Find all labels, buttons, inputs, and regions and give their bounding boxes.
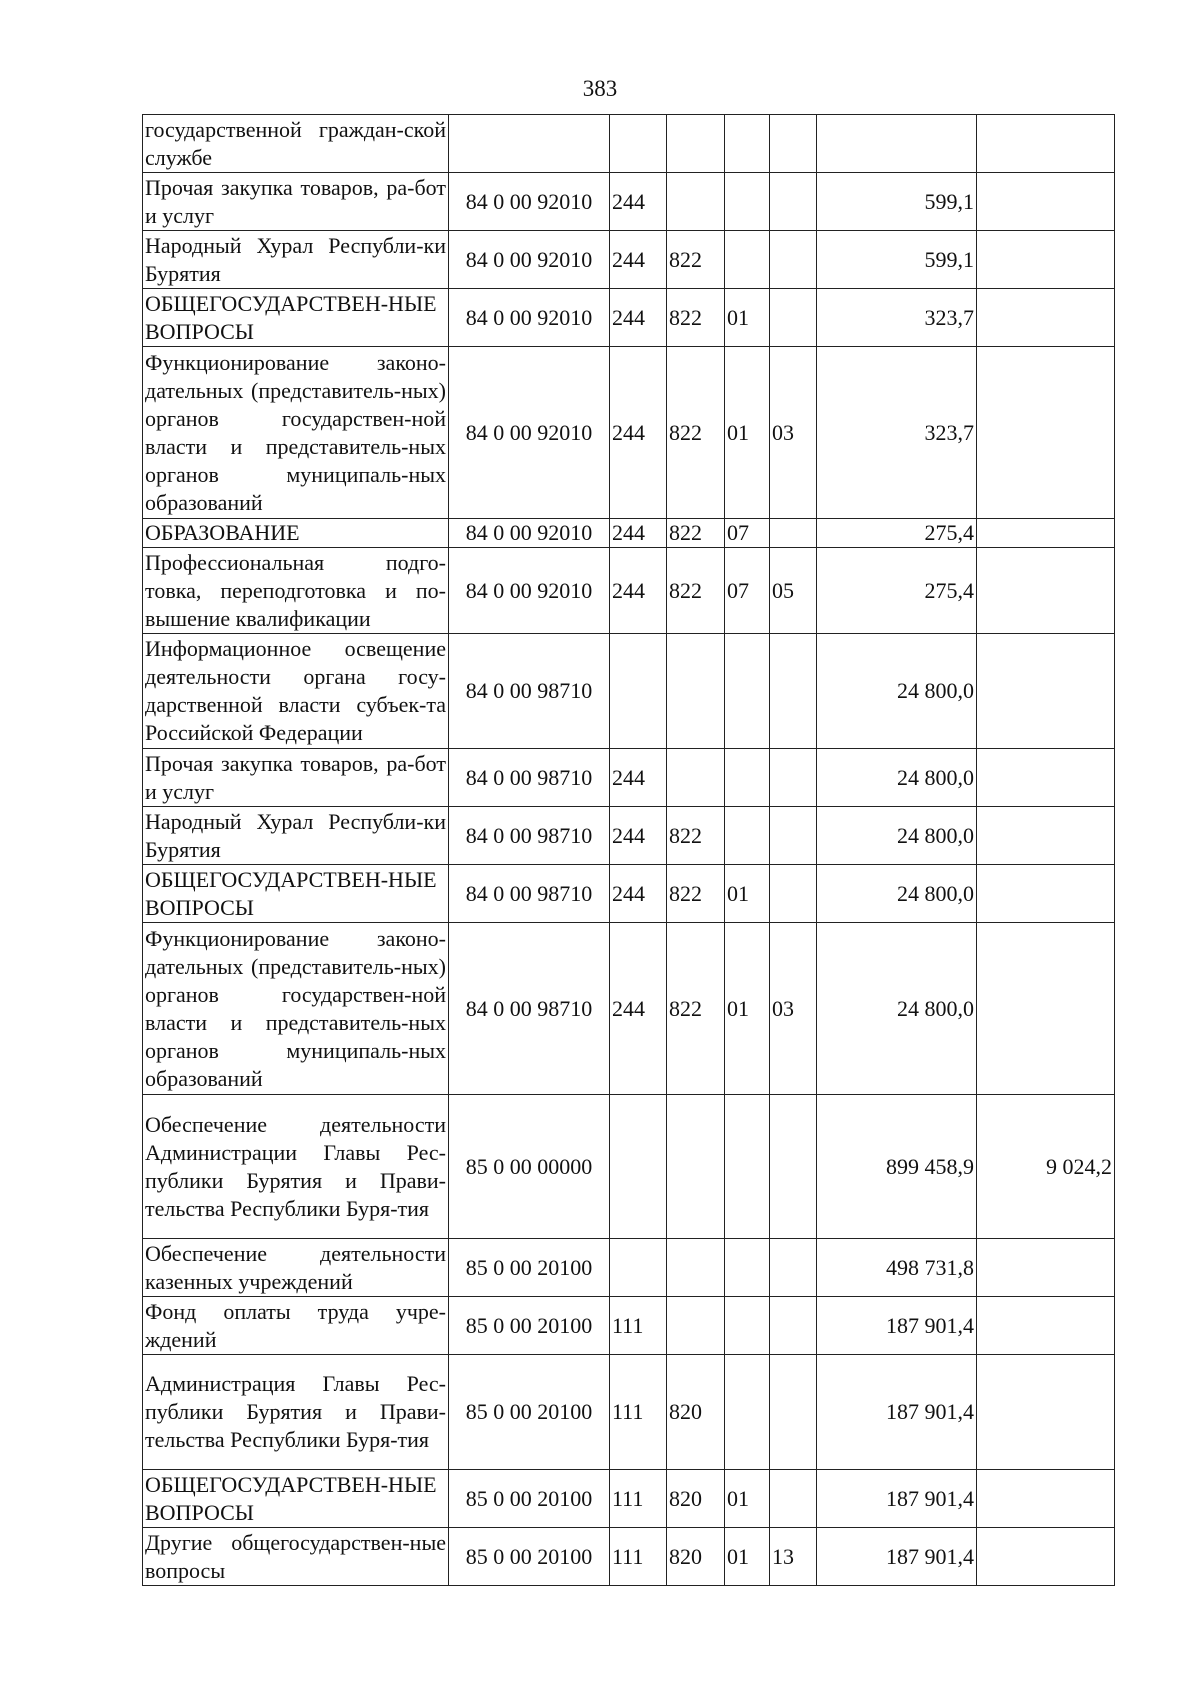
ministry-code	[667, 1297, 725, 1355]
subsection-code	[770, 289, 817, 347]
amount: 24 800,0	[817, 634, 977, 749]
amount: 24 800,0	[817, 807, 977, 865]
expense-type-code: 111	[610, 1528, 667, 1586]
section-code	[725, 231, 770, 289]
section-code	[725, 634, 770, 749]
extra-amount	[977, 1297, 1115, 1355]
target-article-code: 85 0 00 20100	[449, 1355, 610, 1470]
target-article-code: 85 0 00 20100	[449, 1239, 610, 1297]
section-code	[725, 173, 770, 231]
ministry-code	[667, 1239, 725, 1297]
row-name: ОБЩЕГОСУДАРСТВЕН-НЫЕ ВОПРОСЫ	[143, 865, 449, 923]
amount: 599,1	[817, 173, 977, 231]
expense-type-code: 244	[610, 289, 667, 347]
table-row	[143, 634, 1115, 749]
expense-type-code: 244	[610, 347, 667, 519]
table-row	[143, 548, 1115, 634]
row-name: ОБЩЕГОСУДАРСТВЕН-НЫЕ ВОПРОСЫ	[143, 1470, 449, 1528]
expense-type-code: 111	[610, 1355, 667, 1470]
amount: 24 800,0	[817, 923, 977, 1095]
subsection-code	[770, 1470, 817, 1528]
subsection-code	[770, 1239, 817, 1297]
section-code	[725, 1095, 770, 1239]
subsection-code	[770, 1095, 817, 1239]
row-name: ОБРАЗОВАНИЕ	[143, 519, 449, 548]
target-article-code: 84 0 00 98710	[449, 923, 610, 1095]
target-article-code: 84 0 00 92010	[449, 289, 610, 347]
row-name: Информационное освещение деятельности органа госу-дарственной власти субъек-та Российской Федерации	[143, 634, 449, 749]
extra-amount	[977, 749, 1115, 807]
extra-amount	[977, 173, 1115, 231]
row-name: Функционирование законо-дательных (представитель-ных) органов государствен-ной власти и представитель-ных органов муниципаль-ных образований	[143, 923, 449, 1095]
ministry-code	[667, 634, 725, 749]
section-code	[725, 1355, 770, 1470]
subsection-code	[770, 115, 817, 173]
amount: 275,4	[817, 519, 977, 548]
extra-amount	[977, 1355, 1115, 1470]
target-article-code: 84 0 00 92010	[449, 347, 610, 519]
ministry-code	[667, 749, 725, 807]
extra-amount	[977, 807, 1115, 865]
section-code	[725, 1239, 770, 1297]
amount: 24 800,0	[817, 749, 977, 807]
section-code: 01	[725, 865, 770, 923]
subsection-code	[770, 807, 817, 865]
section-code: 01	[725, 289, 770, 347]
table-row	[143, 519, 1115, 548]
ministry-code: 820	[667, 1355, 725, 1470]
subsection-code: 05	[770, 548, 817, 634]
ministry-code: 820	[667, 1470, 725, 1528]
amount: 899 458,9	[817, 1095, 977, 1239]
extra-amount	[977, 865, 1115, 923]
table-row	[143, 923, 1115, 1095]
extra-amount	[977, 923, 1115, 1095]
row-name: ОБЩЕГОСУДАРСТВЕН-НЫЕ ВОПРОСЫ	[143, 289, 449, 347]
extra-amount	[977, 347, 1115, 519]
extra-amount	[977, 634, 1115, 749]
row-name: Обеспечение деятельности Администрации Главы Рес-публики Бурятия и Прави-тельства Республики Буря-тия	[143, 1095, 449, 1239]
target-article-code: 85 0 00 00000	[449, 1095, 610, 1239]
expense-type-code: 244	[610, 923, 667, 1095]
target-article-code: 84 0 00 98710	[449, 865, 610, 923]
table-row	[143, 1528, 1115, 1586]
target-article-code: 84 0 00 98710	[449, 749, 610, 807]
expense-type-code: 244	[610, 519, 667, 548]
section-code: 07	[725, 548, 770, 634]
row-name: Функционирование законо-дательных (представитель-ных) органов государствен-ной власти и представитель-ных органов муниципаль-ных образований	[143, 347, 449, 519]
expense-type-code: 244	[610, 231, 667, 289]
target-article-code: 84 0 00 92010	[449, 173, 610, 231]
row-name: Прочая закупка товаров, ра-бот и услуг	[143, 173, 449, 231]
section-code: 01	[725, 347, 770, 519]
subsection-code: 03	[770, 347, 817, 519]
subsection-code	[770, 865, 817, 923]
expense-type-code: 244	[610, 548, 667, 634]
amount: 498 731,8	[817, 1239, 977, 1297]
table-row	[143, 807, 1115, 865]
ministry-code: 822	[667, 289, 725, 347]
section-code	[725, 749, 770, 807]
target-article-code: 84 0 00 98710	[449, 807, 610, 865]
expense-type-code: 244	[610, 865, 667, 923]
ministry-code: 822	[667, 923, 725, 1095]
extra-amount	[977, 289, 1115, 347]
subsection-code	[770, 519, 817, 548]
section-code: 01	[725, 1470, 770, 1528]
amount: 187 901,4	[817, 1528, 977, 1586]
subsection-code: 13	[770, 1528, 817, 1586]
expense-type-code	[610, 1239, 667, 1297]
table-row	[143, 1297, 1115, 1355]
extra-amount	[977, 519, 1115, 548]
table-row	[143, 347, 1115, 519]
ministry-code: 822	[667, 519, 725, 548]
expense-type-code: 111	[610, 1470, 667, 1528]
table-row	[143, 1355, 1115, 1470]
amount: 323,7	[817, 289, 977, 347]
table-row	[143, 173, 1115, 231]
budget-table	[142, 114, 1115, 1586]
section-code	[725, 115, 770, 173]
target-article-code: 85 0 00 20100	[449, 1470, 610, 1528]
expense-type-code	[610, 115, 667, 173]
target-article-code	[449, 115, 610, 173]
row-name: Другие общегосударствен-ные вопросы	[143, 1528, 449, 1586]
expense-type-code: 244	[610, 173, 667, 231]
extra-amount	[977, 231, 1115, 289]
target-article-code: 84 0 00 92010	[449, 548, 610, 634]
row-name: Народный Хурал Республи-ки Бурятия	[143, 231, 449, 289]
amount	[817, 115, 977, 173]
extra-amount	[977, 1470, 1115, 1528]
ministry-code	[667, 173, 725, 231]
amount: 275,4	[817, 548, 977, 634]
expense-type-code: 244	[610, 807, 667, 865]
extra-amount	[977, 548, 1115, 634]
section-code: 01	[725, 1528, 770, 1586]
extra-amount	[977, 1528, 1115, 1586]
row-name: государственной граждан-ской службе	[143, 115, 449, 173]
table-row	[143, 231, 1115, 289]
amount: 599,1	[817, 231, 977, 289]
row-name: Фонд оплаты труда учре-ждений	[143, 1297, 449, 1355]
table-row	[143, 749, 1115, 807]
row-name: Прочая закупка товаров, ра-бот и услуг	[143, 749, 449, 807]
section-code	[725, 807, 770, 865]
amount: 187 901,4	[817, 1355, 977, 1470]
expense-type-code: 111	[610, 1297, 667, 1355]
ministry-code: 822	[667, 347, 725, 519]
amount: 323,7	[817, 347, 977, 519]
ministry-code: 820	[667, 1528, 725, 1586]
target-article-code: 84 0 00 98710	[449, 634, 610, 749]
row-name: Профессиональная подго-товка, переподготовка и по-вышение квалификации	[143, 548, 449, 634]
table-row	[143, 289, 1115, 347]
ministry-code: 822	[667, 807, 725, 865]
row-name: Народный Хурал Республи-ки Бурятия	[143, 807, 449, 865]
table-row	[143, 1095, 1115, 1239]
table-row	[143, 115, 1115, 173]
amount: 24 800,0	[817, 865, 977, 923]
row-name: Администрация Главы Рес-публики Бурятия и Прави-тельства Республики Буря-тия	[143, 1355, 449, 1470]
target-article-code: 84 0 00 92010	[449, 519, 610, 548]
target-article-code: 84 0 00 92010	[449, 231, 610, 289]
table-row	[143, 865, 1115, 923]
amount: 187 901,4	[817, 1297, 977, 1355]
expense-type-code	[610, 1095, 667, 1239]
subsection-code	[770, 1355, 817, 1470]
subsection-code	[770, 749, 817, 807]
extra-amount: 9 024,2	[977, 1095, 1115, 1239]
section-code: 01	[725, 923, 770, 1095]
row-name: Обеспечение деятельности казенных учреждений	[143, 1239, 449, 1297]
section-code	[725, 1297, 770, 1355]
ministry-code: 822	[667, 548, 725, 634]
page-number: 383	[582, 76, 618, 101]
subsection-code: 03	[770, 923, 817, 1095]
ministry-code	[667, 115, 725, 173]
ministry-code: 822	[667, 865, 725, 923]
subsection-code	[770, 1297, 817, 1355]
ministry-code: 822	[667, 231, 725, 289]
section-code: 07	[725, 519, 770, 548]
extra-amount	[977, 1239, 1115, 1297]
table-row	[143, 1470, 1115, 1528]
table-row	[143, 1239, 1115, 1297]
subsection-code	[770, 634, 817, 749]
target-article-code: 85 0 00 20100	[449, 1297, 610, 1355]
subsection-code	[770, 231, 817, 289]
expense-type-code	[610, 634, 667, 749]
subsection-code	[770, 173, 817, 231]
target-article-code: 85 0 00 20100	[449, 1528, 610, 1586]
expense-type-code: 244	[610, 749, 667, 807]
ministry-code	[667, 1095, 725, 1239]
amount: 187 901,4	[817, 1470, 977, 1528]
extra-amount	[977, 115, 1115, 173]
